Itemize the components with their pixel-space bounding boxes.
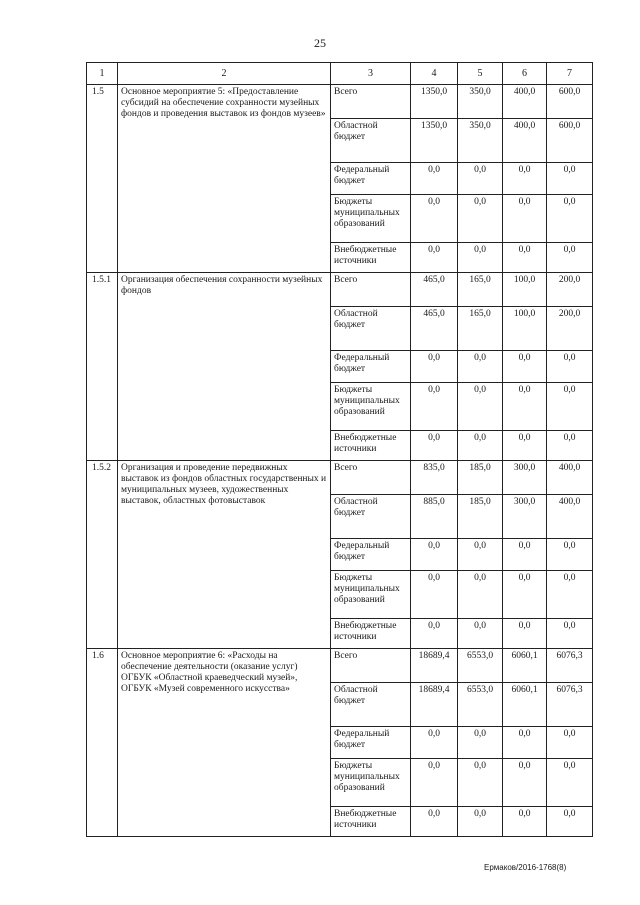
amount-cell: 0,0 [503, 807, 547, 837]
amount-cell: 465,0 [411, 273, 458, 307]
amount-cell: 0,0 [547, 195, 593, 243]
amount-cell: 0,0 [458, 195, 503, 243]
table-row [87, 85, 593, 119]
amount-cell: 6553,0 [458, 649, 503, 683]
funding-source: Областной бюджет [331, 307, 411, 351]
amount-cell: 0,0 [458, 351, 503, 383]
funding-source: Внебюджетные источники [331, 619, 411, 649]
amount-cell: 300,0 [503, 461, 547, 495]
funding-source: Внебюджетные источники [331, 243, 411, 273]
header-cell: 4 [411, 63, 458, 85]
item-title: Основное мероприятие 6: «Расходы на обеспечение деятельности (оказание услуг) ОГБУК «Областной краеведческий музей», ОГБУК «Музей современного искусства» [118, 649, 331, 837]
amount-cell: 0,0 [547, 163, 593, 195]
amount-cell: 600,0 [547, 85, 593, 119]
amount-cell: 0,0 [458, 619, 503, 649]
amount-cell: 0,0 [458, 243, 503, 273]
amount-cell: 0,0 [411, 195, 458, 243]
item-title: Основное мероприятие 5: «Предоставление субсидий на обеспечение сохранности музейных фондов и проведения выставок из фондов музеев» [118, 85, 331, 273]
page-number: 25 [314, 36, 326, 50]
amount-cell: 1350,0 [411, 85, 458, 119]
amount-cell: 0,0 [503, 759, 547, 807]
header-cell: 6 [503, 63, 547, 85]
amount-cell: 18689,4 [411, 649, 458, 683]
amount-cell: 185,0 [458, 461, 503, 495]
item-code: 1.5.2 [87, 461, 118, 649]
amount-cell: 0,0 [547, 383, 593, 431]
amount-cell: 0,0 [547, 759, 593, 807]
amount-cell: 0,0 [503, 243, 547, 273]
amount-cell: 400,0 [547, 461, 593, 495]
amount-cell: 0,0 [547, 807, 593, 837]
amount-cell: 0,0 [503, 571, 547, 619]
amount-cell: 0,0 [411, 163, 458, 195]
amount-cell: 200,0 [547, 307, 593, 351]
item-title: Организация и проведение передвижных выставок из фондов областных государственных и муниципальных музеев, художественных выставок, областных фотовыставок [118, 461, 331, 649]
table-row [87, 461, 593, 495]
amount-cell: 400,0 [503, 85, 547, 119]
amount-cell: 0,0 [411, 431, 458, 461]
amount-cell: 0,0 [458, 163, 503, 195]
header-cell: 2 [118, 63, 331, 85]
amount-cell: 0,0 [411, 351, 458, 383]
funding-source: Областной бюджет [331, 119, 411, 163]
amount-cell: 0,0 [547, 571, 593, 619]
funding-source: Федеральный бюджет [331, 163, 411, 195]
amount-cell: 0,0 [458, 571, 503, 619]
amount-cell: 1350,0 [411, 119, 458, 163]
funding-source: Областной бюджет [331, 683, 411, 727]
amount-cell: 0,0 [503, 195, 547, 243]
funding-source: Бюджеты муниципальных образований [331, 383, 411, 431]
amount-cell: 0,0 [411, 807, 458, 837]
funding-source: Всего [331, 461, 411, 495]
amount-cell: 465,0 [411, 307, 458, 351]
amount-cell: 0,0 [411, 727, 458, 759]
amount-cell: 0,0 [458, 807, 503, 837]
amount-cell: 18689,4 [411, 683, 458, 727]
amount-cell: 0,0 [503, 163, 547, 195]
amount-cell: 0,0 [503, 431, 547, 461]
item-code: 1.5 [87, 85, 118, 273]
amount-cell: 0,0 [503, 727, 547, 759]
amount-cell: 885,0 [411, 495, 458, 539]
amount-cell: 0,0 [547, 619, 593, 649]
amount-cell: 835,0 [411, 461, 458, 495]
amount-cell: 0,0 [458, 431, 503, 461]
funding-source: Всего [331, 273, 411, 307]
budget-table [86, 62, 593, 837]
funding-source: Бюджеты муниципальных образований [331, 759, 411, 807]
amount-cell: 165,0 [458, 273, 503, 307]
amount-cell: 0,0 [547, 539, 593, 571]
item-code: 1.6 [87, 649, 118, 837]
amount-cell: 0,0 [411, 571, 458, 619]
item-code: 1.5.1 [87, 273, 118, 461]
amount-cell: 0,0 [503, 383, 547, 431]
header-row [87, 63, 593, 85]
document-footer: Ермаков/2016-1768(8) [484, 863, 567, 872]
amount-cell: 6076,3 [547, 683, 593, 727]
amount-cell: 0,0 [503, 351, 547, 383]
amount-cell: 100,0 [503, 273, 547, 307]
header-cell: 5 [458, 63, 503, 85]
item-title: Организация обеспечения сохранности музейных фондов [118, 273, 331, 461]
funding-source: Бюджеты муниципальных образований [331, 571, 411, 619]
table-row [87, 649, 593, 683]
amount-cell: 6553,0 [458, 683, 503, 727]
amount-cell: 0,0 [411, 539, 458, 571]
amount-cell: 0,0 [411, 243, 458, 273]
amount-cell: 0,0 [458, 759, 503, 807]
amount-cell: 0,0 [503, 539, 547, 571]
funding-source: Внебюджетные источники [331, 431, 411, 461]
amount-cell: 0,0 [458, 539, 503, 571]
header-cell: 7 [547, 63, 593, 85]
amount-cell: 185,0 [458, 495, 503, 539]
header-cell: 3 [331, 63, 411, 85]
amount-cell: 400,0 [503, 119, 547, 163]
amount-cell: 0,0 [411, 619, 458, 649]
amount-cell: 350,0 [458, 85, 503, 119]
amount-cell: 0,0 [411, 759, 458, 807]
amount-cell: 0,0 [503, 619, 547, 649]
funding-source: Бюджеты муниципальных образований [331, 195, 411, 243]
funding-source: Областной бюджет [331, 495, 411, 539]
amount-cell: 0,0 [458, 383, 503, 431]
amount-cell: 300,0 [503, 495, 547, 539]
amount-cell: 350,0 [458, 119, 503, 163]
funding-source: Федеральный бюджет [331, 727, 411, 759]
funding-source: Федеральный бюджет [331, 351, 411, 383]
amount-cell: 6060,1 [503, 683, 547, 727]
amount-cell: 6060,1 [503, 649, 547, 683]
amount-cell: 200,0 [547, 273, 593, 307]
amount-cell: 6076,3 [547, 649, 593, 683]
amount-cell: 0,0 [458, 727, 503, 759]
funding-source: Федеральный бюджет [331, 539, 411, 571]
amount-cell: 0,0 [411, 383, 458, 431]
amount-cell: 0,0 [547, 431, 593, 461]
amount-cell: 0,0 [547, 243, 593, 273]
header-cell: 1 [87, 63, 118, 85]
funding-source: Всего [331, 649, 411, 683]
amount-cell: 0,0 [547, 351, 593, 383]
amount-cell: 400,0 [547, 495, 593, 539]
funding-source: Всего [331, 85, 411, 119]
amount-cell: 600,0 [547, 119, 593, 163]
table-row [87, 273, 593, 307]
amount-cell: 165,0 [458, 307, 503, 351]
amount-cell: 100,0 [503, 307, 547, 351]
amount-cell: 0,0 [547, 727, 593, 759]
funding-source: Внебюджетные источники [331, 807, 411, 837]
